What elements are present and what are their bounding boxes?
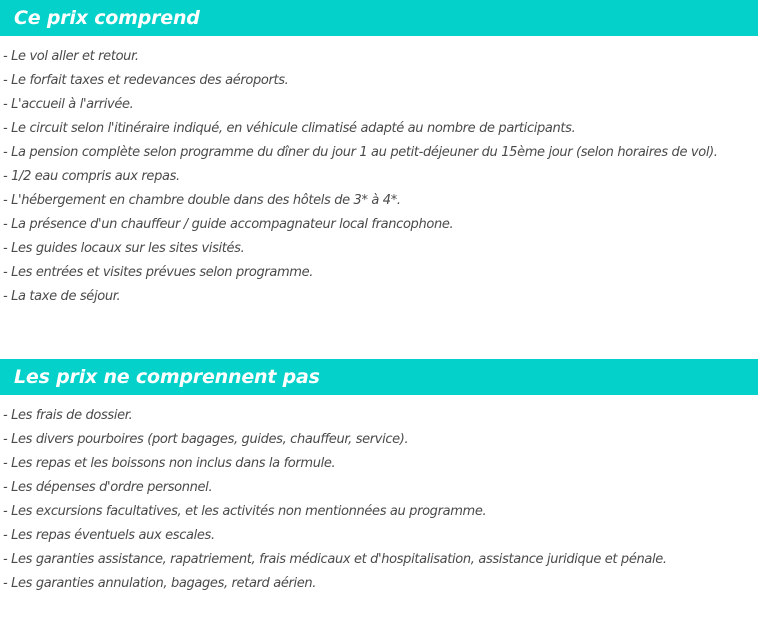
list-item: - 1/2 eau compris aux repas. bbox=[3, 169, 180, 184]
list-item: - Les excursions facultatives, et les activités non mentionnées au programme. bbox=[3, 504, 487, 519]
list-item: - Les garanties annulation, bagages, retard aérien. bbox=[3, 576, 317, 591]
list-item: - La pension complète selon programme du dîner du jour 1 au petit-déjeuner du 15ème jour (selon horaires de vol). bbox=[3, 145, 718, 160]
list-item: - Le circuit selon l'itinéraire indiqué, en véhicule climatisé adapté au nombre de participants. bbox=[3, 121, 576, 136]
list-item: - Les entrées et visites prévues selon programme. bbox=[3, 265, 314, 280]
list-item: - La taxe de séjour. bbox=[3, 289, 121, 304]
list-item: - Les frais de dossier. bbox=[3, 408, 133, 423]
list-item: - Les repas et les boissons non inclus dans la formule. bbox=[3, 456, 336, 471]
list-item: - Les repas éventuels aux escales. bbox=[3, 528, 215, 543]
list-item: - Le vol aller et retour. bbox=[3, 49, 139, 64]
section-excluded bbox=[0, 359, 758, 619]
list-item: - Les dépenses d'ordre personnel. bbox=[3, 480, 213, 495]
list-item: - L'hébergement en chambre double dans des hôtels de 3* à 4*. bbox=[3, 193, 401, 208]
list-item: - Les guides locaux sur les sites visités. bbox=[3, 241, 245, 256]
section-excluded-list bbox=[0, 395, 758, 619]
list-item: - L'accueil à l'arrivée. bbox=[3, 97, 134, 112]
section-excluded-header bbox=[0, 359, 758, 395]
list-item: - Le forfait taxes et redevances des aéroports. bbox=[3, 73, 289, 88]
section-included-header bbox=[0, 0, 758, 36]
list-item: - Les divers pourboires (port bagages, guides, chauffeur, service). bbox=[3, 432, 409, 447]
section-included-title: Ce prix comprend bbox=[14, 7, 200, 29]
section-included-list bbox=[0, 36, 758, 359]
list-item: - Les garanties assistance, rapatriement, frais médicaux et d'hospitalisation, assistance juridique et pénale. bbox=[3, 552, 667, 567]
list-item: - La présence d'un chauffeur / guide accompagnateur local francophone. bbox=[3, 217, 454, 232]
section-excluded-title: Les prix ne comprennent pas bbox=[14, 366, 320, 388]
